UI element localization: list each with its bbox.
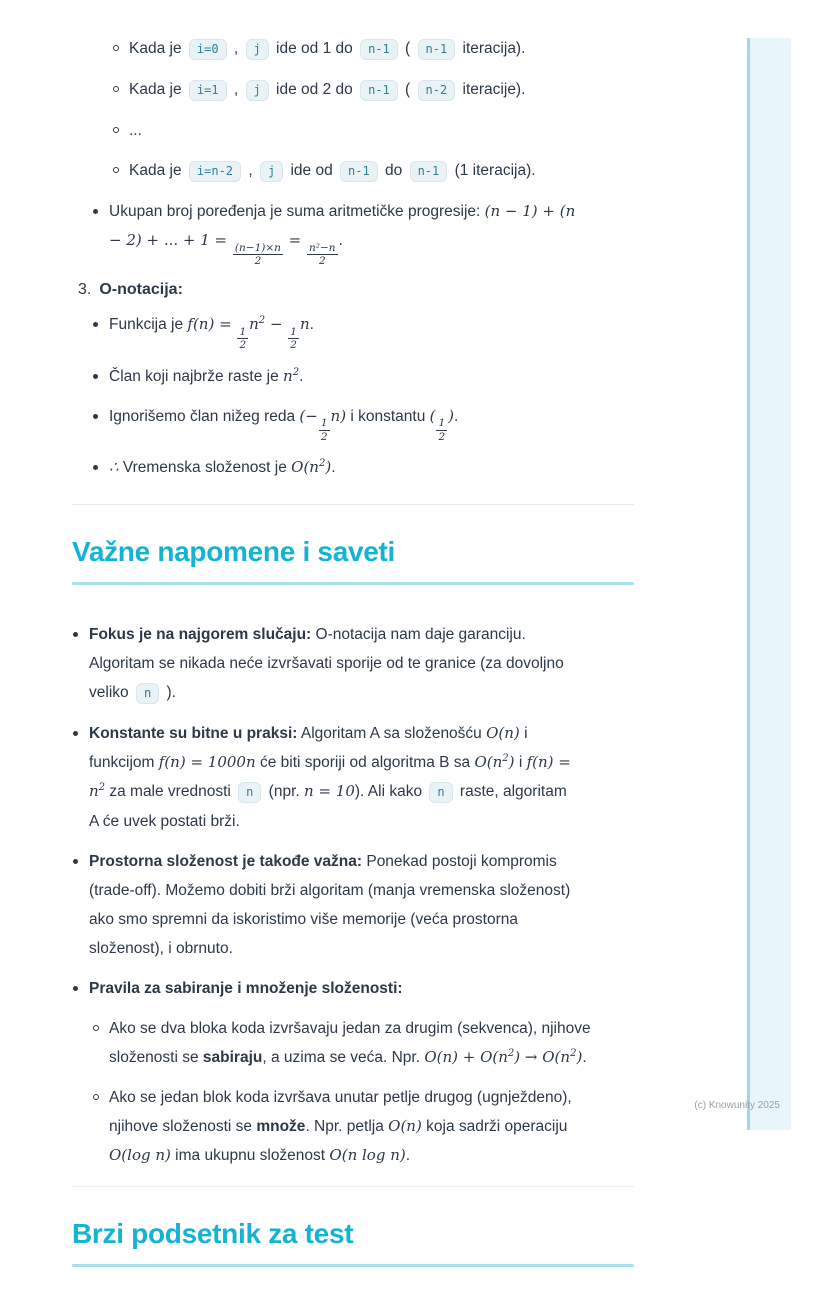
math-run: = xyxy=(283,231,307,249)
inline-code: n-1 xyxy=(360,39,398,60)
math-run: (− xyxy=(299,406,318,425)
notes-list xyxy=(72,620,634,1170)
text-run: (1 iteracija). xyxy=(450,162,536,179)
text-run: ( xyxy=(400,40,415,57)
inline-code: n-1 xyxy=(418,39,456,60)
math-run: n = 10 xyxy=(304,782,355,801)
fraction-numerator: 1 xyxy=(290,325,297,338)
bullet-marker xyxy=(92,453,109,482)
section-heading: Važne napomene i saveti xyxy=(72,536,396,568)
bullet-marker xyxy=(112,156,129,186)
bold-run: Konstante su bitne u praksi: xyxy=(89,725,298,743)
inline-code: n-2 xyxy=(418,80,456,101)
list-item-text xyxy=(109,1014,591,1072)
item-number: 3. xyxy=(78,280,92,298)
bullet-marker xyxy=(72,847,89,963)
text-run: O-notacija nam daje garanciju. Algoritam se nikada neće izvršavati sporije od te granice (za dovoljno veliko xyxy=(89,626,564,702)
inline-code: j xyxy=(246,80,269,101)
list-item xyxy=(112,156,634,186)
fraction-numerator: 1 xyxy=(239,325,247,338)
numbered-item xyxy=(72,279,634,483)
list-item-text xyxy=(129,156,536,186)
math-run: O(n xyxy=(291,458,319,477)
text-run: Ukupan broj poređenja je suma aritmetičke progresije: xyxy=(109,203,485,220)
inline-code: n-1 xyxy=(360,80,398,101)
text-run: . xyxy=(331,459,336,477)
text-run: . xyxy=(309,315,314,333)
bullet-marker xyxy=(112,75,129,105)
list-item-text xyxy=(109,197,591,267)
text-run: ). Ali kako xyxy=(354,783,427,801)
math-run: O(n log n) xyxy=(329,1146,406,1165)
inline-code: j xyxy=(246,39,269,60)
text-run: i xyxy=(514,754,527,772)
bullet-marker xyxy=(92,402,109,443)
page-edge-band xyxy=(747,38,791,1130)
text-run: ide od xyxy=(286,162,338,179)
text-run: . Npr. petlja xyxy=(305,1118,389,1136)
footer-copyright: (c) Knowunity 2025 xyxy=(694,1100,780,1111)
math-superscript: 2 xyxy=(507,1048,515,1060)
bullet-marker xyxy=(92,197,109,267)
list-item xyxy=(92,1083,634,1170)
list-item xyxy=(92,453,634,482)
math-superscript: 2 xyxy=(98,782,106,794)
bullet-marker xyxy=(92,1083,109,1170)
math-run: (n − 1) + (n − 2) + ... + 1 = xyxy=(109,202,576,249)
section-heading: Brzi podsetnik za test xyxy=(72,1218,354,1250)
math-run: ∴ xyxy=(109,458,119,477)
sum-list xyxy=(92,197,634,267)
text-run: raste, algoritam A će uvek postati brži. xyxy=(89,783,567,831)
fraction-denominator: 2 xyxy=(239,339,247,352)
text-run: , xyxy=(229,81,243,98)
list-item xyxy=(92,402,634,443)
bold-run: množe xyxy=(256,1118,306,1136)
math-run: ) xyxy=(508,753,515,772)
math-run: O(n) xyxy=(486,724,520,743)
list-item-text xyxy=(89,620,571,708)
text-run: iteracije). xyxy=(458,81,526,98)
math-fraction xyxy=(319,418,330,442)
text-run: . xyxy=(582,1049,587,1067)
list-item xyxy=(72,620,634,708)
math-fraction xyxy=(237,327,248,351)
list-item-text xyxy=(129,116,142,145)
list-item-text xyxy=(109,402,458,443)
text-run: . xyxy=(454,407,459,425)
fraction-denominator: 2 xyxy=(290,339,297,352)
text-run: Kada je xyxy=(129,162,186,179)
list-item xyxy=(112,34,634,64)
text-run: (npr. xyxy=(264,783,305,801)
fraction-denominator: 2 xyxy=(438,430,446,443)
fraction-denominator: 2 xyxy=(320,430,328,443)
list-item xyxy=(92,362,634,391)
fraction-denominator: 2 xyxy=(254,255,262,268)
text-run: Funkcija je xyxy=(109,315,188,333)
math-run: n xyxy=(299,314,310,333)
bullet-marker xyxy=(72,719,89,836)
fraction-denominator: 2 xyxy=(318,255,326,268)
bold-run: sabiraju xyxy=(202,1049,263,1067)
text-run: ). xyxy=(162,684,176,702)
list-item-text xyxy=(89,847,571,963)
numbered-title-row xyxy=(72,279,634,301)
list-item xyxy=(72,847,634,963)
math-run: f(n) = n xyxy=(89,753,571,801)
text-run: za male vrednosti xyxy=(105,783,236,801)
text-run: , xyxy=(229,40,243,57)
bullet-marker xyxy=(92,1014,109,1072)
text-run: Član koji najbrže raste je xyxy=(109,367,284,385)
content xyxy=(72,34,634,1302)
list-item-text xyxy=(109,310,314,351)
text-run: Kada je xyxy=(129,40,186,57)
list-item xyxy=(92,197,634,267)
fraction-numerator: 1 xyxy=(320,417,328,430)
list-item-text xyxy=(89,974,403,1003)
inline-code: n xyxy=(238,782,261,803)
math-run: ) xyxy=(448,406,455,425)
bullet-marker xyxy=(92,310,109,351)
bullet-marker xyxy=(112,116,129,145)
text-run: iteracija). xyxy=(458,40,526,57)
math-superscript: 2 xyxy=(258,314,266,326)
section-divider xyxy=(72,504,634,505)
math-run: n xyxy=(283,366,293,385)
fraction-numerator: (n−1)×n xyxy=(234,241,281,254)
math-run: O(log n) xyxy=(109,1146,171,1165)
list-item-text xyxy=(109,362,303,391)
math-run: f(n) = xyxy=(187,314,237,333)
rules-sublist xyxy=(92,1014,634,1170)
text-run: Vremenska složenost je xyxy=(118,459,292,477)
inline-code: n xyxy=(136,683,159,704)
math-run: O(n) + O(n xyxy=(424,1048,508,1067)
bullet-marker xyxy=(112,34,129,64)
text-run: Algoritam A sa složenošću xyxy=(297,725,487,743)
section-divider xyxy=(72,1186,634,1187)
math-run: n) xyxy=(330,406,347,425)
bold-run: Fokus je na najgorem slučaju: xyxy=(89,626,312,644)
inline-code: i=1 xyxy=(189,80,227,101)
math-fraction xyxy=(307,243,338,267)
inline-code: n-1 xyxy=(340,161,378,182)
inline-code: n-1 xyxy=(410,161,448,182)
math-superscript: 2 xyxy=(570,1048,577,1060)
list-item xyxy=(92,1014,634,1072)
text-run: Ako se dva bloka koda izvršavaju jedan za drugim (sekvenca), njihove složenosti se xyxy=(109,1020,591,1067)
inline-code: i=n-2 xyxy=(189,161,241,182)
text-run: , a uzima se veća. Npr. xyxy=(262,1049,425,1067)
list-item xyxy=(72,719,634,836)
text-run: . xyxy=(405,1147,411,1165)
math-run: − xyxy=(265,314,288,333)
text-run: do xyxy=(380,162,407,179)
list-item xyxy=(112,75,634,105)
text-run: Ponekad postoji kompromis (trade-off). Možemo dobiti brži algoritam (manja vremenska složenost) ako smo spremni da iskoristimo više memorije (veća prostorna složenost), i obrnuto. xyxy=(89,853,571,958)
math-run: ) → O(n xyxy=(514,1048,571,1067)
math-run: O(n xyxy=(474,753,503,772)
o-notation-list xyxy=(92,310,634,483)
math-run: ) xyxy=(325,458,332,477)
text-run: ima ukupnu složenost xyxy=(170,1147,330,1165)
text-run: Ignorišemo član nižeg reda xyxy=(109,407,300,425)
fraction-numerator: n²−n xyxy=(309,241,336,254)
text-run: će biti sporiji od algoritma B sa xyxy=(255,754,475,772)
math-fraction xyxy=(288,327,299,351)
heading-underline xyxy=(72,1264,634,1267)
fraction-numerator: 1 xyxy=(438,417,446,430)
list-item xyxy=(112,116,634,145)
list-item-text xyxy=(129,34,525,64)
math-superscript: 2 xyxy=(318,458,326,470)
heading-underline xyxy=(72,582,634,585)
inline-code: n xyxy=(429,782,452,803)
bullet-marker xyxy=(92,362,109,391)
math-fraction xyxy=(436,418,447,442)
list-item-text xyxy=(129,75,525,105)
inline-code: j xyxy=(260,161,283,182)
text-run: ... xyxy=(129,122,142,139)
list-item xyxy=(92,310,634,351)
text-run: i konstantu xyxy=(346,407,430,425)
numbered-title: O-notacija: xyxy=(99,280,183,298)
text-run: koja sadrži operaciju xyxy=(421,1118,568,1136)
math-run: ) xyxy=(576,1048,583,1067)
text-run: Ako se jedan blok koda izvršava unutar petlje drugog (ugnježdeno), njihove složenosti se xyxy=(109,1089,572,1136)
list-item-text xyxy=(109,1083,591,1170)
text-run: ide od 2 do xyxy=(271,81,358,98)
text-run: i funkcijom xyxy=(89,725,528,772)
list-item-text xyxy=(109,453,336,482)
text-run: . xyxy=(299,367,304,385)
math-superscript: 2 xyxy=(292,366,300,378)
bold-run: Prostorna složenost je takođe važna: xyxy=(89,853,363,871)
math-run: O(n) xyxy=(388,1117,422,1136)
math-fraction xyxy=(233,243,283,267)
math-run: n xyxy=(249,314,259,333)
text-run: , xyxy=(244,162,257,179)
list-item-text xyxy=(89,719,571,836)
text-run: ide od 1 do xyxy=(271,40,358,57)
text-run: ( xyxy=(400,81,415,98)
inline-code: i=0 xyxy=(189,39,227,60)
bold-run: Pravila za sabiranje i množenje složenosti: xyxy=(89,980,403,998)
bullet-marker xyxy=(72,974,89,1003)
text-run: Kada je xyxy=(129,81,186,98)
iteration-list xyxy=(112,34,634,186)
text-run: . xyxy=(338,232,343,249)
math-run: f(n) = 1000n xyxy=(158,753,256,772)
list-item xyxy=(72,974,634,1003)
bullet-marker xyxy=(72,620,89,708)
math-run: ( xyxy=(429,406,436,425)
math-superscript: 2 xyxy=(502,753,509,765)
